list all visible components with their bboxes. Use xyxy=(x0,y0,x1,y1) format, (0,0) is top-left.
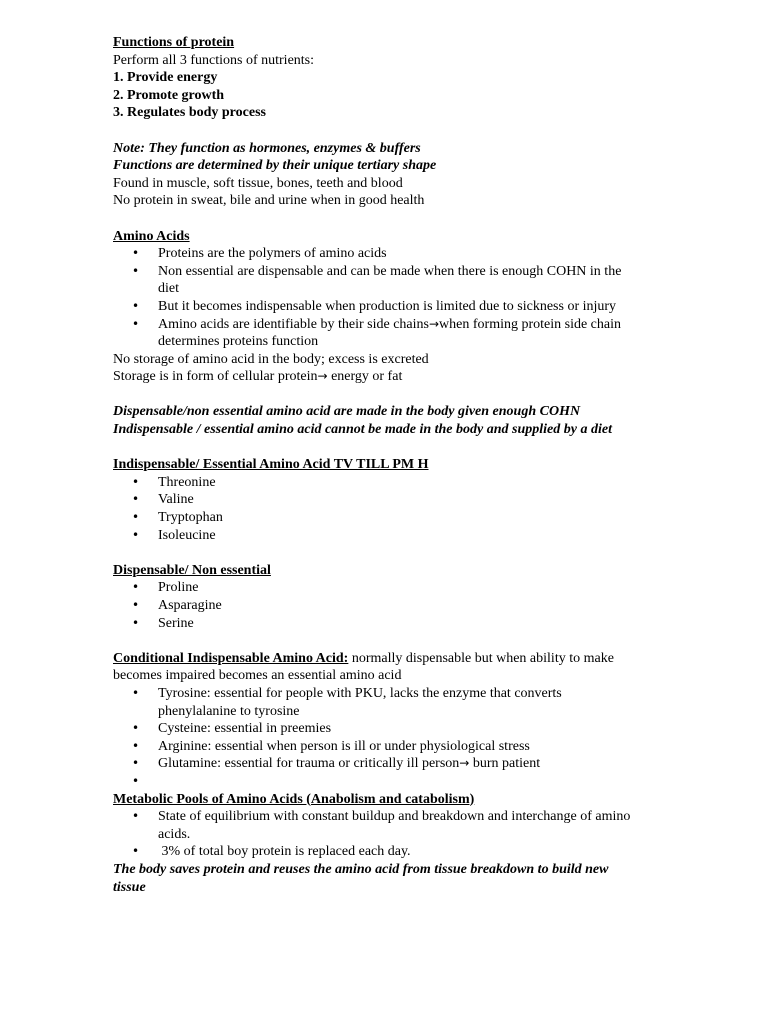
nonessential-heading: Dispensable/ Non essential xyxy=(113,562,271,578)
list-item-text: Glutamine: essential for trauma or critically ill person xyxy=(158,756,460,772)
list-item: • Arginine: essential when person is ill or under physiological stress xyxy=(113,738,643,756)
empty-list-item xyxy=(113,773,643,791)
note-found-in: Found in muscle, soft tissue, bones, teeth and blood xyxy=(113,175,403,191)
right-arrow-icon: → xyxy=(459,756,470,771)
note-hormones: Note: They function as hormones, enzymes & buffers xyxy=(113,140,421,156)
pools-list xyxy=(113,808,643,861)
storage-text: Storage is in form of cellular protein xyxy=(113,369,318,385)
amino-acids-heading: Amino Acids xyxy=(113,228,190,244)
conditional-list xyxy=(113,685,643,791)
list-item: • Isoleucine xyxy=(113,527,643,545)
amino-acids-list xyxy=(113,245,643,351)
pools-closing: The body saves protein and reuses the amino acid from tissue breakdown to build new tissue xyxy=(113,861,609,895)
list-item: • Tryptophan xyxy=(113,509,643,527)
list-item: • 3% of total boy protein is replaced each day. xyxy=(113,843,643,861)
function-item: 2. Promote growth xyxy=(113,87,225,103)
list-item: • Proteins are the polymers of amino acids xyxy=(113,245,643,263)
note-tertiary-shape: Functions are determined by their unique tertiary shape xyxy=(113,158,437,174)
list-item: • Valine xyxy=(113,491,643,509)
function-item: 3. Regulates body process xyxy=(113,105,266,121)
right-arrow-icon: → xyxy=(317,369,328,384)
amino-no-storage: No storage of amino acid in the body; excess is excreted xyxy=(113,351,429,367)
list-item: • Asparagine xyxy=(113,597,643,615)
nonessential-list xyxy=(113,579,643,632)
list-item: • Threonine xyxy=(113,474,643,492)
functions-intro: Perform all 3 functions of nutrients: xyxy=(113,52,315,68)
right-arrow-icon: → xyxy=(428,316,440,331)
definition-dispensable: Dispensable/non essential amino acid are made in the body given enough COHN xyxy=(113,404,581,420)
list-item: • Cysteine: essential in preemies xyxy=(113,720,643,738)
list-item: • Tyrosine: essential for people with PKU, lacks the enzyme that converts phenylalanine to tyrosine xyxy=(113,685,643,720)
essential-list xyxy=(113,474,643,544)
conditional-text: normally dispensable but when ability to make becomes impaired becomes an essential amino acid xyxy=(113,650,614,684)
list-item: • But it becomes indispensable when production is limited due to sickness or injury xyxy=(113,298,643,316)
list-item-text: burn patient xyxy=(469,756,541,772)
pools-heading: Metabolic Pools of Amino Acids (Anabolism and catabolism) xyxy=(113,791,475,807)
essential-heading: Indispensable/ Essential Amino Acid TV TILL PM H xyxy=(113,457,429,473)
definition-indispensable: Indispensable / essential amino acid cannot be made in the body and supplied by a diet xyxy=(113,422,612,438)
list-item: • Serine xyxy=(113,615,643,633)
amino-storage-form xyxy=(113,368,643,386)
conditional-heading: Conditional Indispensable Amino Acid: xyxy=(113,650,349,666)
list-item-text: when forming protein side chain determines proteins function xyxy=(158,316,621,350)
list-item xyxy=(113,316,643,351)
function-item: 1. Provide energy xyxy=(113,70,218,86)
list-item: • Non essential are dispensable and can be made when there is enough COHN in the diet xyxy=(113,263,643,298)
list-item: • Proline xyxy=(113,579,643,597)
list-item-text: Amino acids are identifiable by their side chains xyxy=(158,316,429,332)
list-item: • State of equilibrium with constant buildup and breakdown and interchange of amino acids. xyxy=(113,808,643,843)
functions-heading: Functions of protein xyxy=(113,35,235,50)
conditional-paragraph xyxy=(113,650,643,685)
storage-text-end: energy or fat xyxy=(327,369,403,385)
list-item xyxy=(113,755,643,773)
document-body xyxy=(113,34,643,896)
note-no-protein: No protein in sweat, bile and urine when in good health xyxy=(113,193,425,209)
